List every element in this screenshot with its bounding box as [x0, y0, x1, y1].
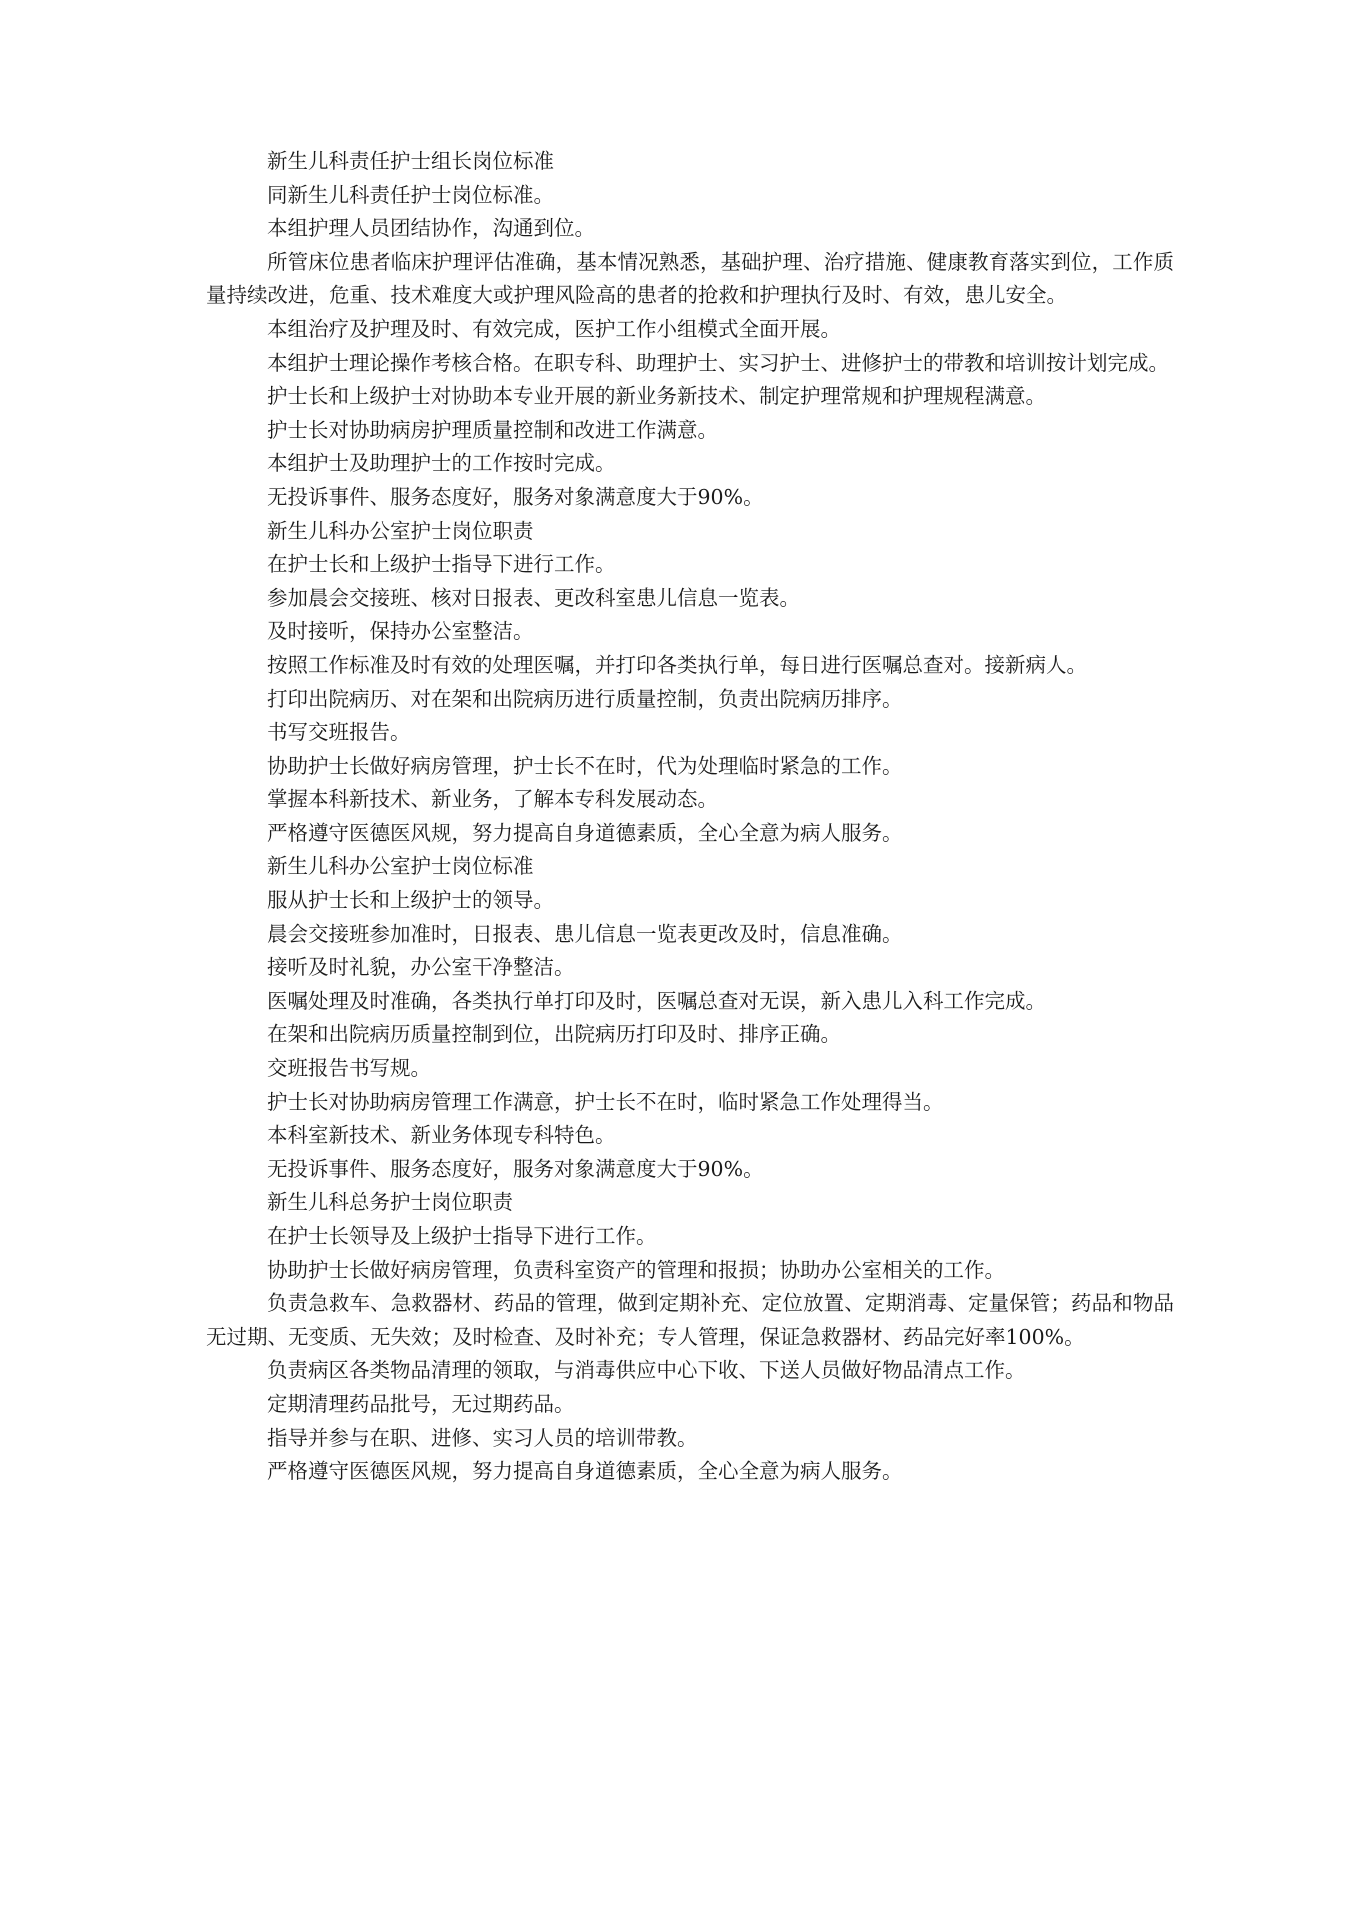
paragraph: 书写交班报告。	[267, 720, 411, 745]
paragraph: 在护士长领导及上级护士指导下进行工作。	[267, 1224, 657, 1248]
section-heading-office-nurse-duties: 新生儿科办公室护士岗位职责	[267, 518, 534, 543]
paragraph: 护士长对协助病房管理工作满意，护士长不在时，临时紧急工作处理得当。	[267, 1089, 944, 1114]
paragraph: 在护士长和上级护士指导下进行工作。	[267, 552, 616, 577]
paragraph: 护士长和上级护士对协助本专业开展的新业务新技术、制定护理常规和护理规程满意。	[267, 384, 1046, 409]
paragraph: 按照工作标准及时有效的处理医嘱，并打印各类执行单，每日进行医嘱总查对。接新病人。	[267, 652, 1087, 677]
paragraph: 本组护士理论操作考核合格。在职专科、助理护士、实习护士、进修护士的带教和培训按计划完成。	[267, 350, 1169, 375]
paragraph: 严格遵守医德医风规，努力提高自身道德素质，全心全意为病人服务。	[267, 1459, 903, 1484]
paragraph: 本组护理人员团结协作，沟通到位。	[267, 216, 595, 241]
document-body	[206, 145, 1174, 1489]
paragraph: 在架和出院病历质量控制到位，出院病历打印及时、排序正确。	[267, 1022, 841, 1047]
paragraph: 本组治疗及护理及时、有效完成，医护工作小组模式全面开展。	[267, 316, 841, 341]
paragraph: 本科室新技术、新业务体现专科特色。	[267, 1123, 616, 1148]
paragraph: 晨会交接班参加准时，日报表、患儿信息一览表更改及时，信息准确。	[267, 921, 903, 946]
paragraph: 及时接听，保持办公室整洁。	[267, 619, 534, 644]
paragraph: 负责急救车、急救器材、药品的管理，做到定期补充、定位放置、定期消毒、定量保管；药品和物品无过期、无变质、无失效；及时检查、及时补充；专人管理，保证急救器材、药品完好率100%。	[206, 1291, 1174, 1349]
section-heading-team-leader-standard: 新生儿科责任护士组长岗位标准	[267, 149, 554, 173]
paragraph: 指导并参与在职、进修、实习人员的培训带教。	[267, 1425, 698, 1450]
section-heading-office-nurse-standard: 新生儿科办公室护士岗位标准	[267, 854, 534, 879]
paragraph: 接听及时礼貌，办公室干净整洁。	[267, 955, 575, 980]
paragraph: 掌握本科新技术、新业务，了解本专科发展动态。	[267, 787, 718, 812]
paragraph: 协助护士长做好病房管理，负责科室资产的管理和报损；协助办公室相关的工作。	[267, 1257, 1005, 1282]
paragraph: 参加晨会交接班、核对日报表、更改科室患儿信息一览表。	[267, 585, 800, 610]
paragraph: 定期清理药品批号，无过期药品。	[267, 1391, 575, 1416]
paragraph: 严格遵守医德医风规，努力提高自身道德素质，全心全意为病人服务。	[267, 820, 903, 845]
paragraph: 医嘱处理及时准确，各类执行单打印及时，医嘱总查对无误，新入患儿入科工作完成。	[267, 988, 1046, 1013]
paragraph: 负责病区各类物品清理的领取，与消毒供应中心下收、下送人员做好物品清点工作。	[267, 1358, 1026, 1383]
paragraph: 无投诉事件、服务态度好，服务对象满意度大于90%。	[267, 1156, 764, 1181]
paragraph: 无投诉事件、服务态度好，服务对象满意度大于90%。	[267, 484, 764, 509]
paragraph: 护士长对协助病房护理质量控制和改进工作满意。	[267, 417, 718, 442]
section-heading-general-affairs-nurse-duties: 新生儿科总务护士岗位职责	[267, 1190, 513, 1215]
paragraph: 服从护士长和上级护士的领导。	[267, 888, 554, 913]
paragraph: 协助护士长做好病房管理，护士长不在时，代为处理临时紧急的工作。	[267, 753, 903, 778]
paragraph: 同新生儿科责任护士岗位标准。	[267, 182, 554, 207]
paragraph: 打印出院病历、对在架和出院病历进行质量控制，负责出院病历排序。	[267, 686, 903, 711]
paragraph: 所管床位患者临床护理评估准确，基本情况熟悉，基础护理、治疗措施、健康教育落实到位，工作质量持续改进，危重、技术难度大或护理风险高的患者的抢救和护理执行及时、有效，患儿安全。	[206, 249, 1174, 308]
paragraph: 本组护士及助理护士的工作按时完成。	[267, 451, 616, 476]
paragraph: 交班报告书写规。	[267, 1056, 431, 1081]
